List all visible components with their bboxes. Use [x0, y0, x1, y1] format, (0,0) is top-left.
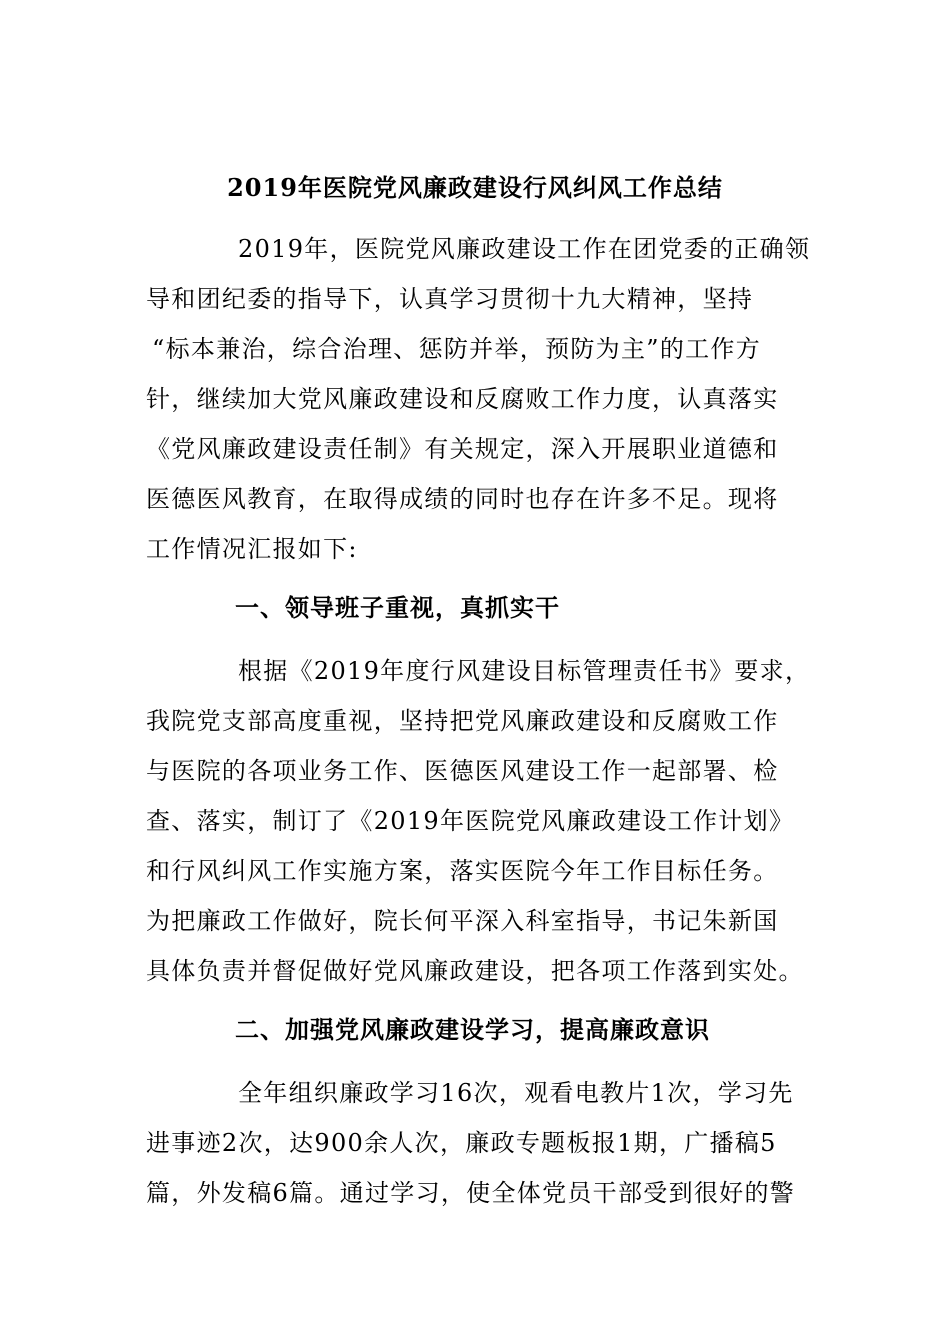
- paragraph-line: 查、落实，制订了《2019年医院党风廉政建设工作计划》: [146, 807, 795, 835]
- section-heading: 二、加强党风廉政建设学习，提高廉政意识: [235, 1015, 710, 1044]
- section-heading: 一、领导班子重视，真抓实干: [235, 593, 560, 622]
- paragraph-line: 导和团纪委的指导下，认真学习贯彻十九大精神，坚持: [146, 285, 754, 313]
- document-title: 2019年医院党风廉政建设行风纠风工作总结: [227, 173, 723, 202]
- paragraph-line: 篇，外发稿6篇。通过学习，使全体党员干部受到很好的警: [146, 1179, 796, 1207]
- paragraph-line: 和行风纠风工作实施方案，落实医院今年工作目标任务。: [146, 857, 779, 885]
- paragraph-line: 根据《2019年度行风建设目标管理责任书》要求，: [238, 657, 811, 685]
- paragraph-line: 为把廉政工作做好，院长何平深入科室指导，书记朱新国: [146, 907, 779, 935]
- paragraph-line: 针，继续加大党风廉政建设和反腐败工作力度，认真落实: [146, 385, 779, 413]
- paragraph-line: “标本兼治，综合治理、惩防并举，预防为主”的工作方: [152, 335, 762, 363]
- paragraph-line: 我院党支部高度重视，坚持把党风廉政建设和反腐败工作: [146, 707, 779, 735]
- paragraph-line: 工作情况汇报如下:: [146, 535, 358, 563]
- paragraph-line: 2019年，医院党风廉政建设工作在团党委的正确领: [238, 235, 811, 263]
- paragraph-line: 全年组织廉政学习16次，观看电教片1次，学习先: [238, 1079, 794, 1107]
- paragraph-line: 医德医风教育，在取得成绩的同时也存在许多不足。现将: [146, 485, 779, 513]
- paragraph-line: 与医院的各项业务工作、医德医风建设工作一起部署、检: [146, 757, 779, 785]
- paragraph-line: 进事迹2次，达900余人次，廉政专题板报1期，广播稿5: [146, 1129, 777, 1157]
- paragraph-line: 具体负责并督促做好党风廉政建设，把各项工作落到实处。: [146, 957, 804, 985]
- paragraph-line: 《党风廉政建设责任制》有关规定，深入开展职业道德和: [146, 435, 779, 463]
